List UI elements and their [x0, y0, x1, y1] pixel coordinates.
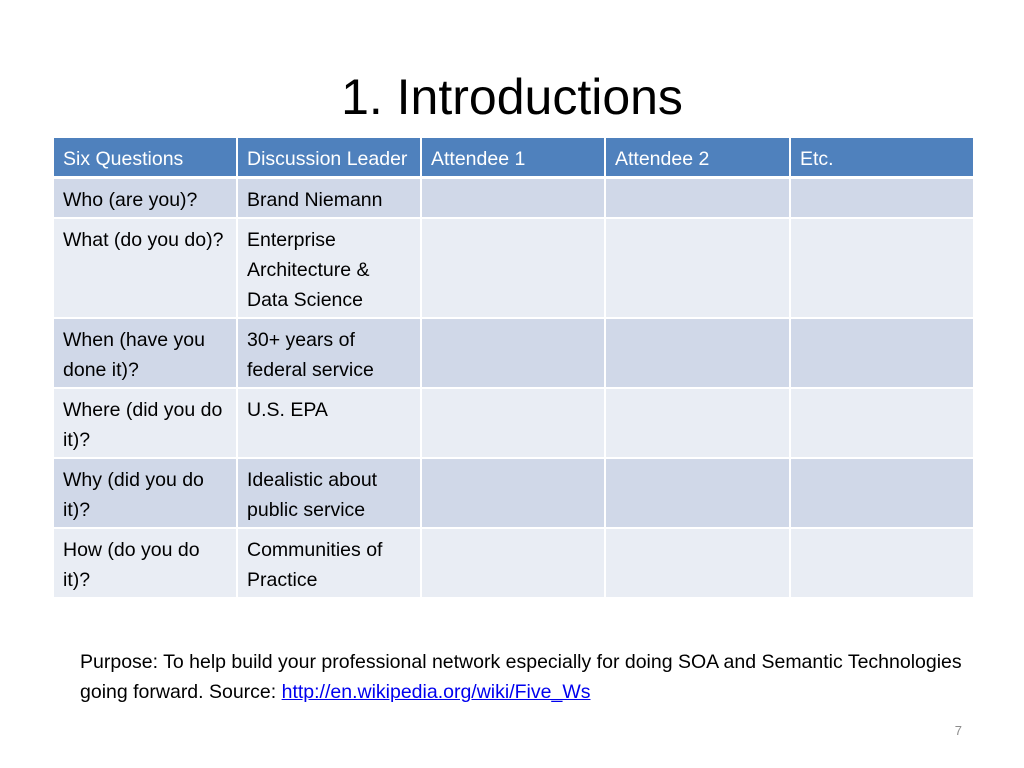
question-cell: Who (are you)?	[53, 178, 237, 219]
table-row	[53, 218, 974, 318]
header-six-questions: Six Questions	[53, 137, 237, 178]
table-row	[53, 388, 974, 458]
question-cell: When (have you done it)?	[53, 318, 237, 388]
attendee-1-cell	[421, 178, 605, 219]
leader-cell: Brand Niemann	[237, 178, 421, 219]
question-cell: Where (did you do it)?	[53, 388, 237, 458]
header-etc: Etc.	[790, 137, 974, 178]
introductions-table	[52, 136, 975, 599]
leader-cell: Enterprise Architecture & Data Science	[237, 218, 421, 318]
etc-cell	[790, 178, 974, 219]
table-row	[53, 528, 974, 598]
table-header-row	[53, 137, 974, 178]
header-discussion-leader: Discussion Leader	[237, 137, 421, 178]
leader-cell: Communities of Practice	[237, 528, 421, 598]
purpose-text: Purpose: To help build your professional network especially for doing SOA and Semantic Technologies going forward. Source:	[80, 651, 962, 703]
leader-cell: U.S. EPA	[237, 388, 421, 458]
etc-cell	[790, 528, 974, 598]
slide-title: 1. Introductions	[341, 69, 683, 125]
attendee-2-cell	[605, 318, 790, 388]
etc-cell	[790, 388, 974, 458]
leader-cell: Idealistic about public service	[237, 458, 421, 528]
leader-cell: 30+ years of federal service	[237, 318, 421, 388]
question-cell: How (do you do it)?	[53, 528, 237, 598]
header-attendee-2: Attendee 2	[605, 137, 790, 178]
etc-cell	[790, 218, 974, 318]
attendee-1-cell	[421, 458, 605, 528]
header-attendee-1: Attendee 1	[421, 137, 605, 178]
table-row	[53, 318, 974, 388]
table-row	[53, 458, 974, 528]
attendee-2-cell	[605, 178, 790, 219]
etc-cell	[790, 318, 974, 388]
attendee-1-cell	[421, 528, 605, 598]
purpose-note	[80, 647, 980, 707]
attendee-2-cell	[605, 218, 790, 318]
page-number: 7	[954, 723, 962, 738]
attendee-1-cell	[421, 318, 605, 388]
attendee-2-cell	[605, 528, 790, 598]
source-link[interactable]: http://en.wikipedia.org/wiki/Five_Ws	[281, 681, 591, 703]
table-row	[53, 178, 974, 219]
attendee-1-cell	[421, 388, 605, 458]
attendee-2-cell	[605, 388, 790, 458]
etc-cell	[790, 458, 974, 528]
question-cell: What (do you do)?	[53, 218, 237, 318]
attendee-1-cell	[421, 218, 605, 318]
attendee-2-cell	[605, 458, 790, 528]
question-cell: Why (did you do it)?	[53, 458, 237, 528]
